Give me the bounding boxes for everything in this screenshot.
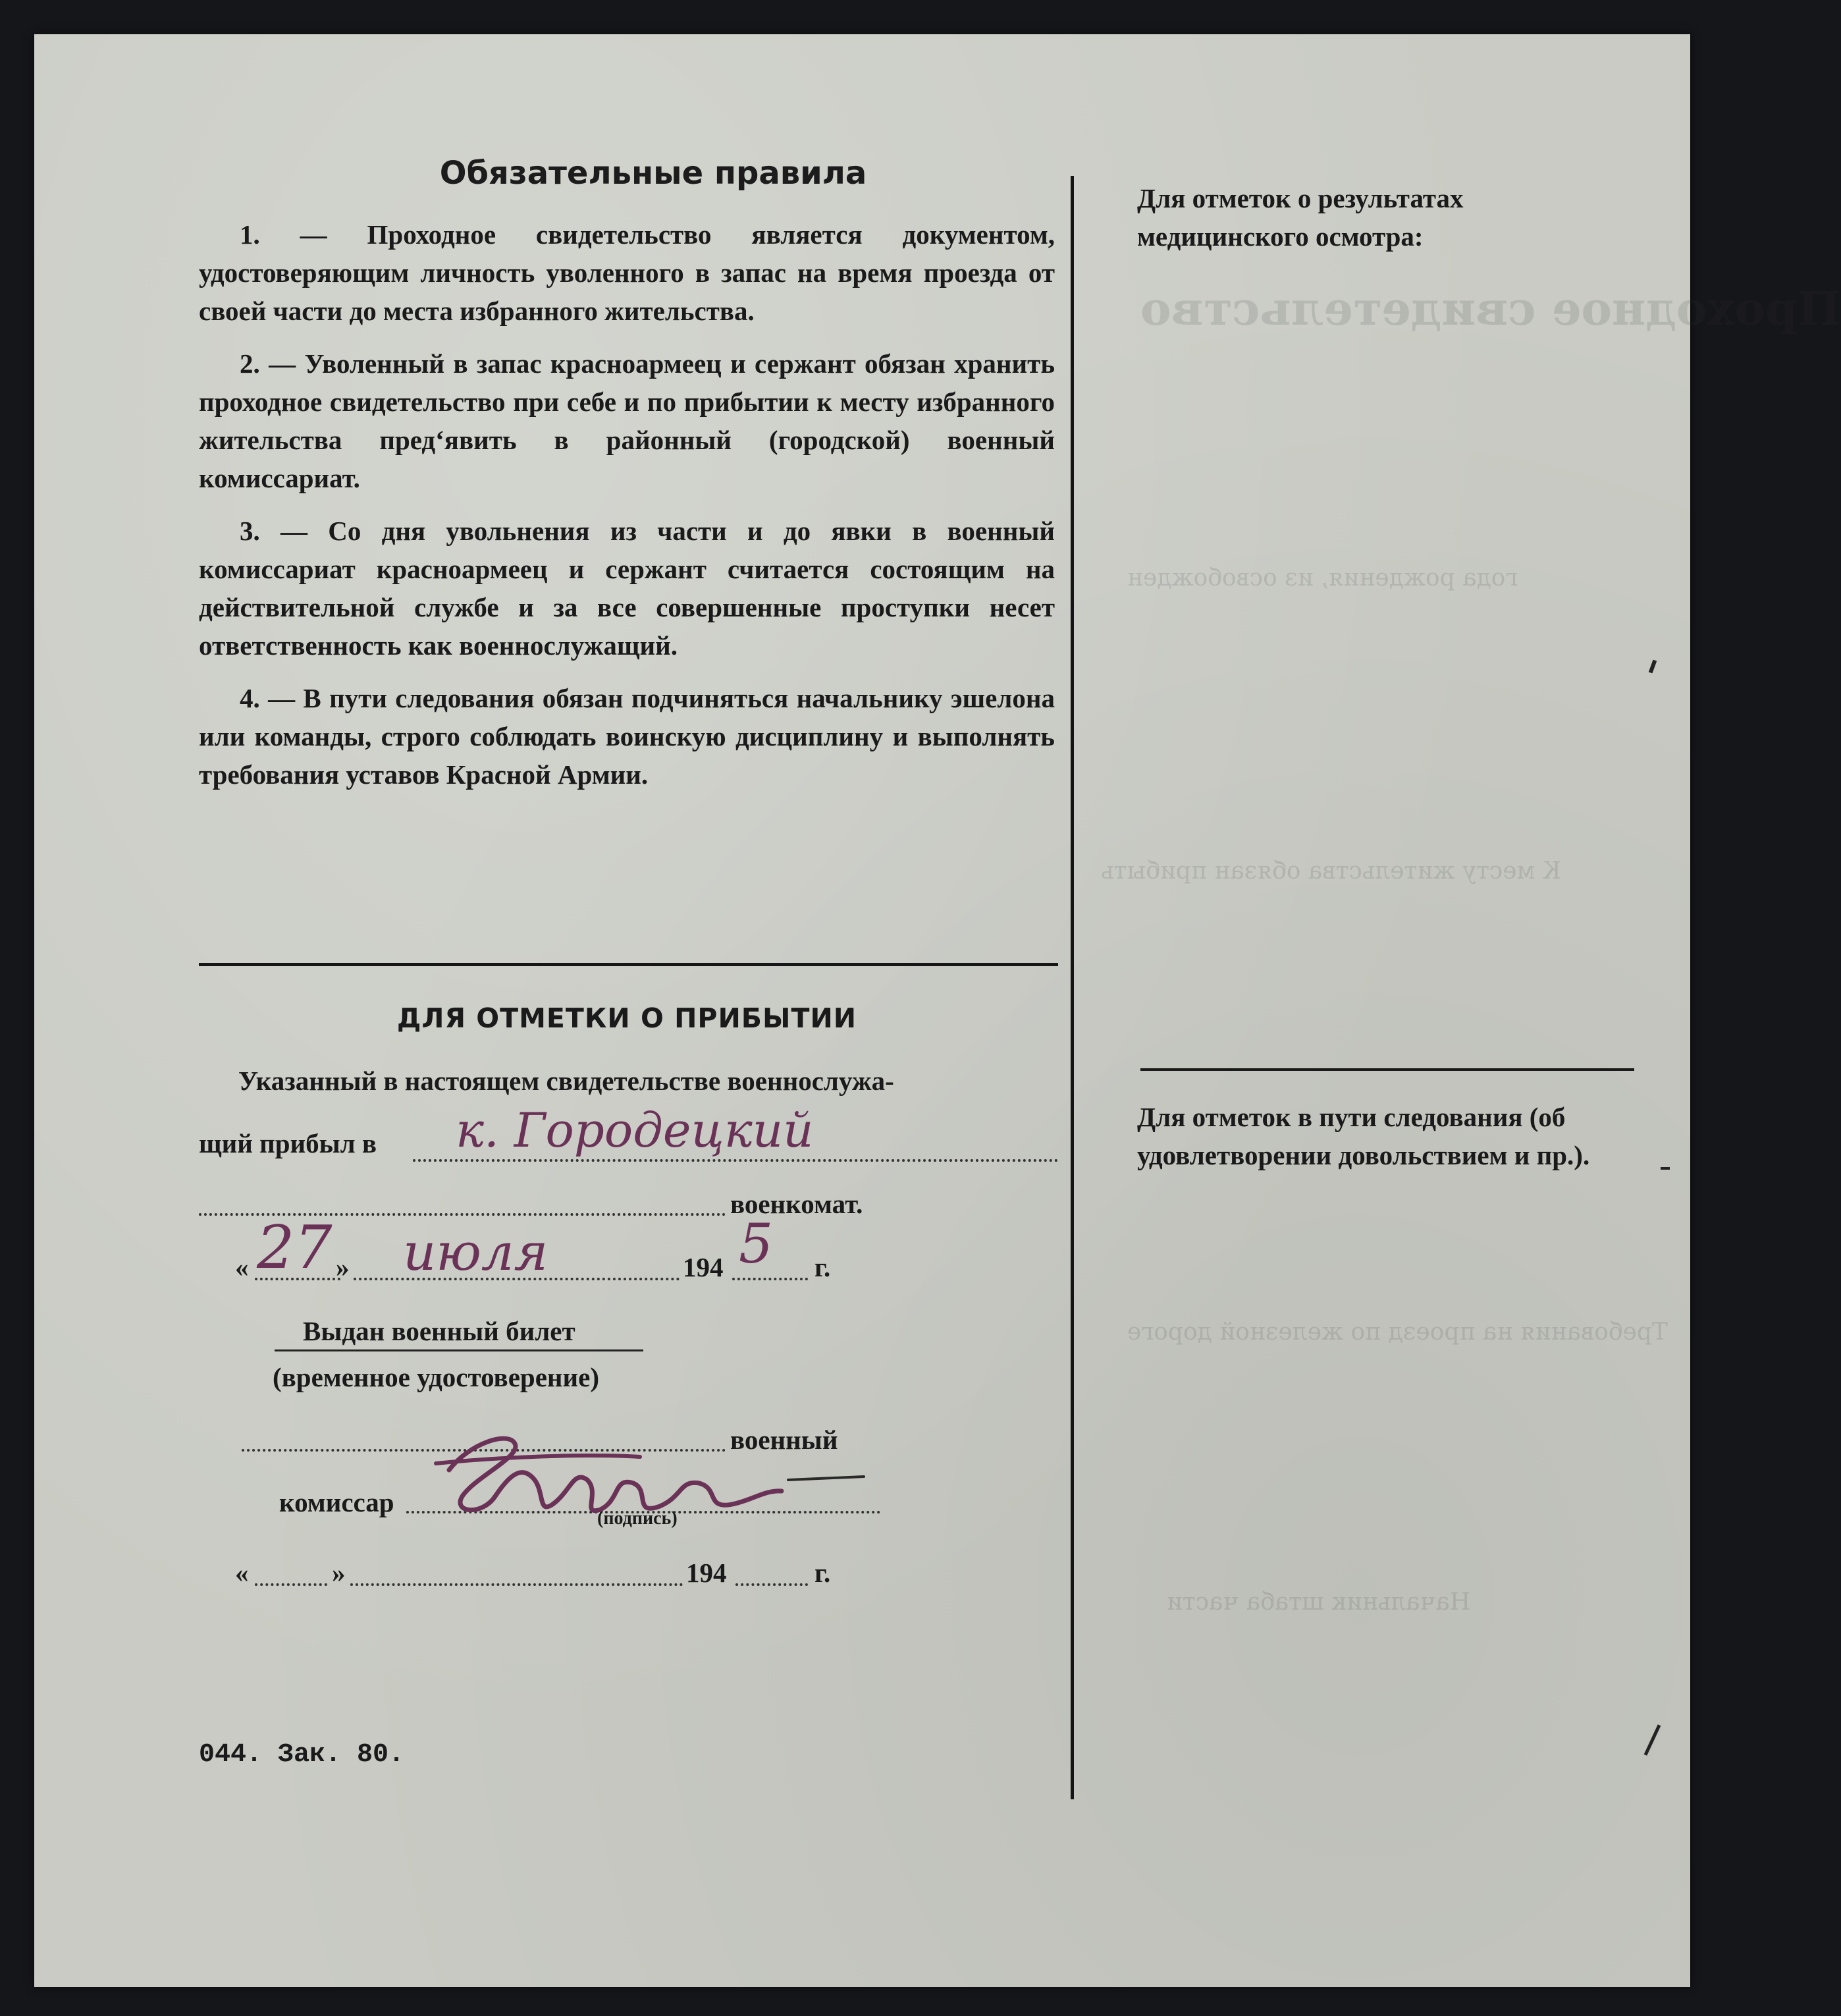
komissar-label: комиссар (279, 1487, 394, 1517)
rules-list (199, 215, 1055, 808)
arrival-heading: ДЛЯ ОТМЕТКИ О ПРИБЫТИИ (396, 1002, 857, 1034)
section-divider (199, 963, 1058, 966)
arrival-line-2-prefix: щий прибыл в (199, 1128, 377, 1158)
date-open-quote: « (235, 1252, 249, 1282)
voenny-label: военный (730, 1425, 838, 1455)
ink-mark (1661, 1167, 1670, 1170)
date2-open-quote: « (235, 1558, 249, 1588)
column-divider (1071, 176, 1074, 1799)
print-code: 044. Зак. 80. (199, 1740, 405, 1770)
bleed-through-text: Требования на проезд по железной дороге (1127, 1319, 1668, 1346)
commissar-signature (423, 1417, 884, 1549)
handwritten-year-digit: 5 (739, 1213, 774, 1276)
travel-heading: Для отметок в пути следования (об удовлетворении довольствием и пр.). (1137, 1102, 1590, 1170)
date2-close-quote: » (332, 1558, 346, 1588)
rule-item-1: 1. — Проходное свидетельство является документом, удостоверяющим личность уволенного в запас на время проезда от своей части до места избранного жительства. (199, 219, 1055, 326)
handwritten-day: 27 (257, 1213, 333, 1282)
bleed-through-text: года рождения, из освобожден (1127, 564, 1518, 591)
bleed-through-text: Начальник штаба части (1167, 1589, 1471, 1616)
rule-item-2: 2. — Уволенный в запас красноармеец и сержант обязан хранить проходное свидетельство при себе и по прибытии к месту избранного жительства пред‘явить в районный (городской) военный комиссариат. (199, 348, 1055, 493)
date2-year-field-line (735, 1583, 808, 1586)
date2-year-prefix: 194 (686, 1558, 727, 1588)
right-section-divider (1140, 1068, 1634, 1071)
voenkomat-label: военкомат. (730, 1189, 863, 1219)
bleed-through-title: Проходное свидетельство (1140, 281, 1841, 336)
year-field-line (732, 1278, 808, 1280)
military-id-line-1: Выдан военный билет (303, 1316, 575, 1346)
date2-suffix: г. (814, 1558, 831, 1588)
medical-heading: Для отметок о результатах медицинского осмотра: (1137, 183, 1464, 252)
bleed-through-text: К месту жительства обязан прибыть (1101, 858, 1561, 885)
date-close-quote: » (336, 1252, 350, 1282)
military-id-underline (275, 1349, 643, 1351)
handwritten-month: июля (403, 1223, 548, 1282)
military-id-line-2: (временное удостоверение) (273, 1362, 599, 1392)
page-title: Обязательные правила (439, 155, 867, 192)
ink-mark (1649, 660, 1657, 674)
rule-item-3: 3. — Со дня увольнения из части и до явки в военный комиссариат красноармеец и сержант считается состоящим на действительной службе и за все совершенные проступки несет ответственность как военнослужащий. (199, 516, 1055, 661)
signature-label: (подпись) (597, 1508, 678, 1529)
place-field-line (413, 1159, 1058, 1162)
rule-item-4: 4. — В пути следования обязан подчиняться начальнику эшелона или команды, строго соблюдать воинскую дисциплину и выполнять требования уставов Красной Армии. (199, 683, 1055, 790)
handwritten-place: к. Городецкий (456, 1103, 814, 1158)
ink-mark (1644, 1724, 1661, 1755)
document-sheet (34, 34, 1841, 1987)
date2-day-field-line (255, 1583, 327, 1586)
date2-month-field-line (350, 1583, 683, 1586)
year-prefix: 194 (683, 1252, 724, 1282)
arrival-line-1: Указанный в настоящем свидетельстве военнослужа- (238, 1066, 894, 1096)
year-suffix: г. (814, 1252, 831, 1282)
